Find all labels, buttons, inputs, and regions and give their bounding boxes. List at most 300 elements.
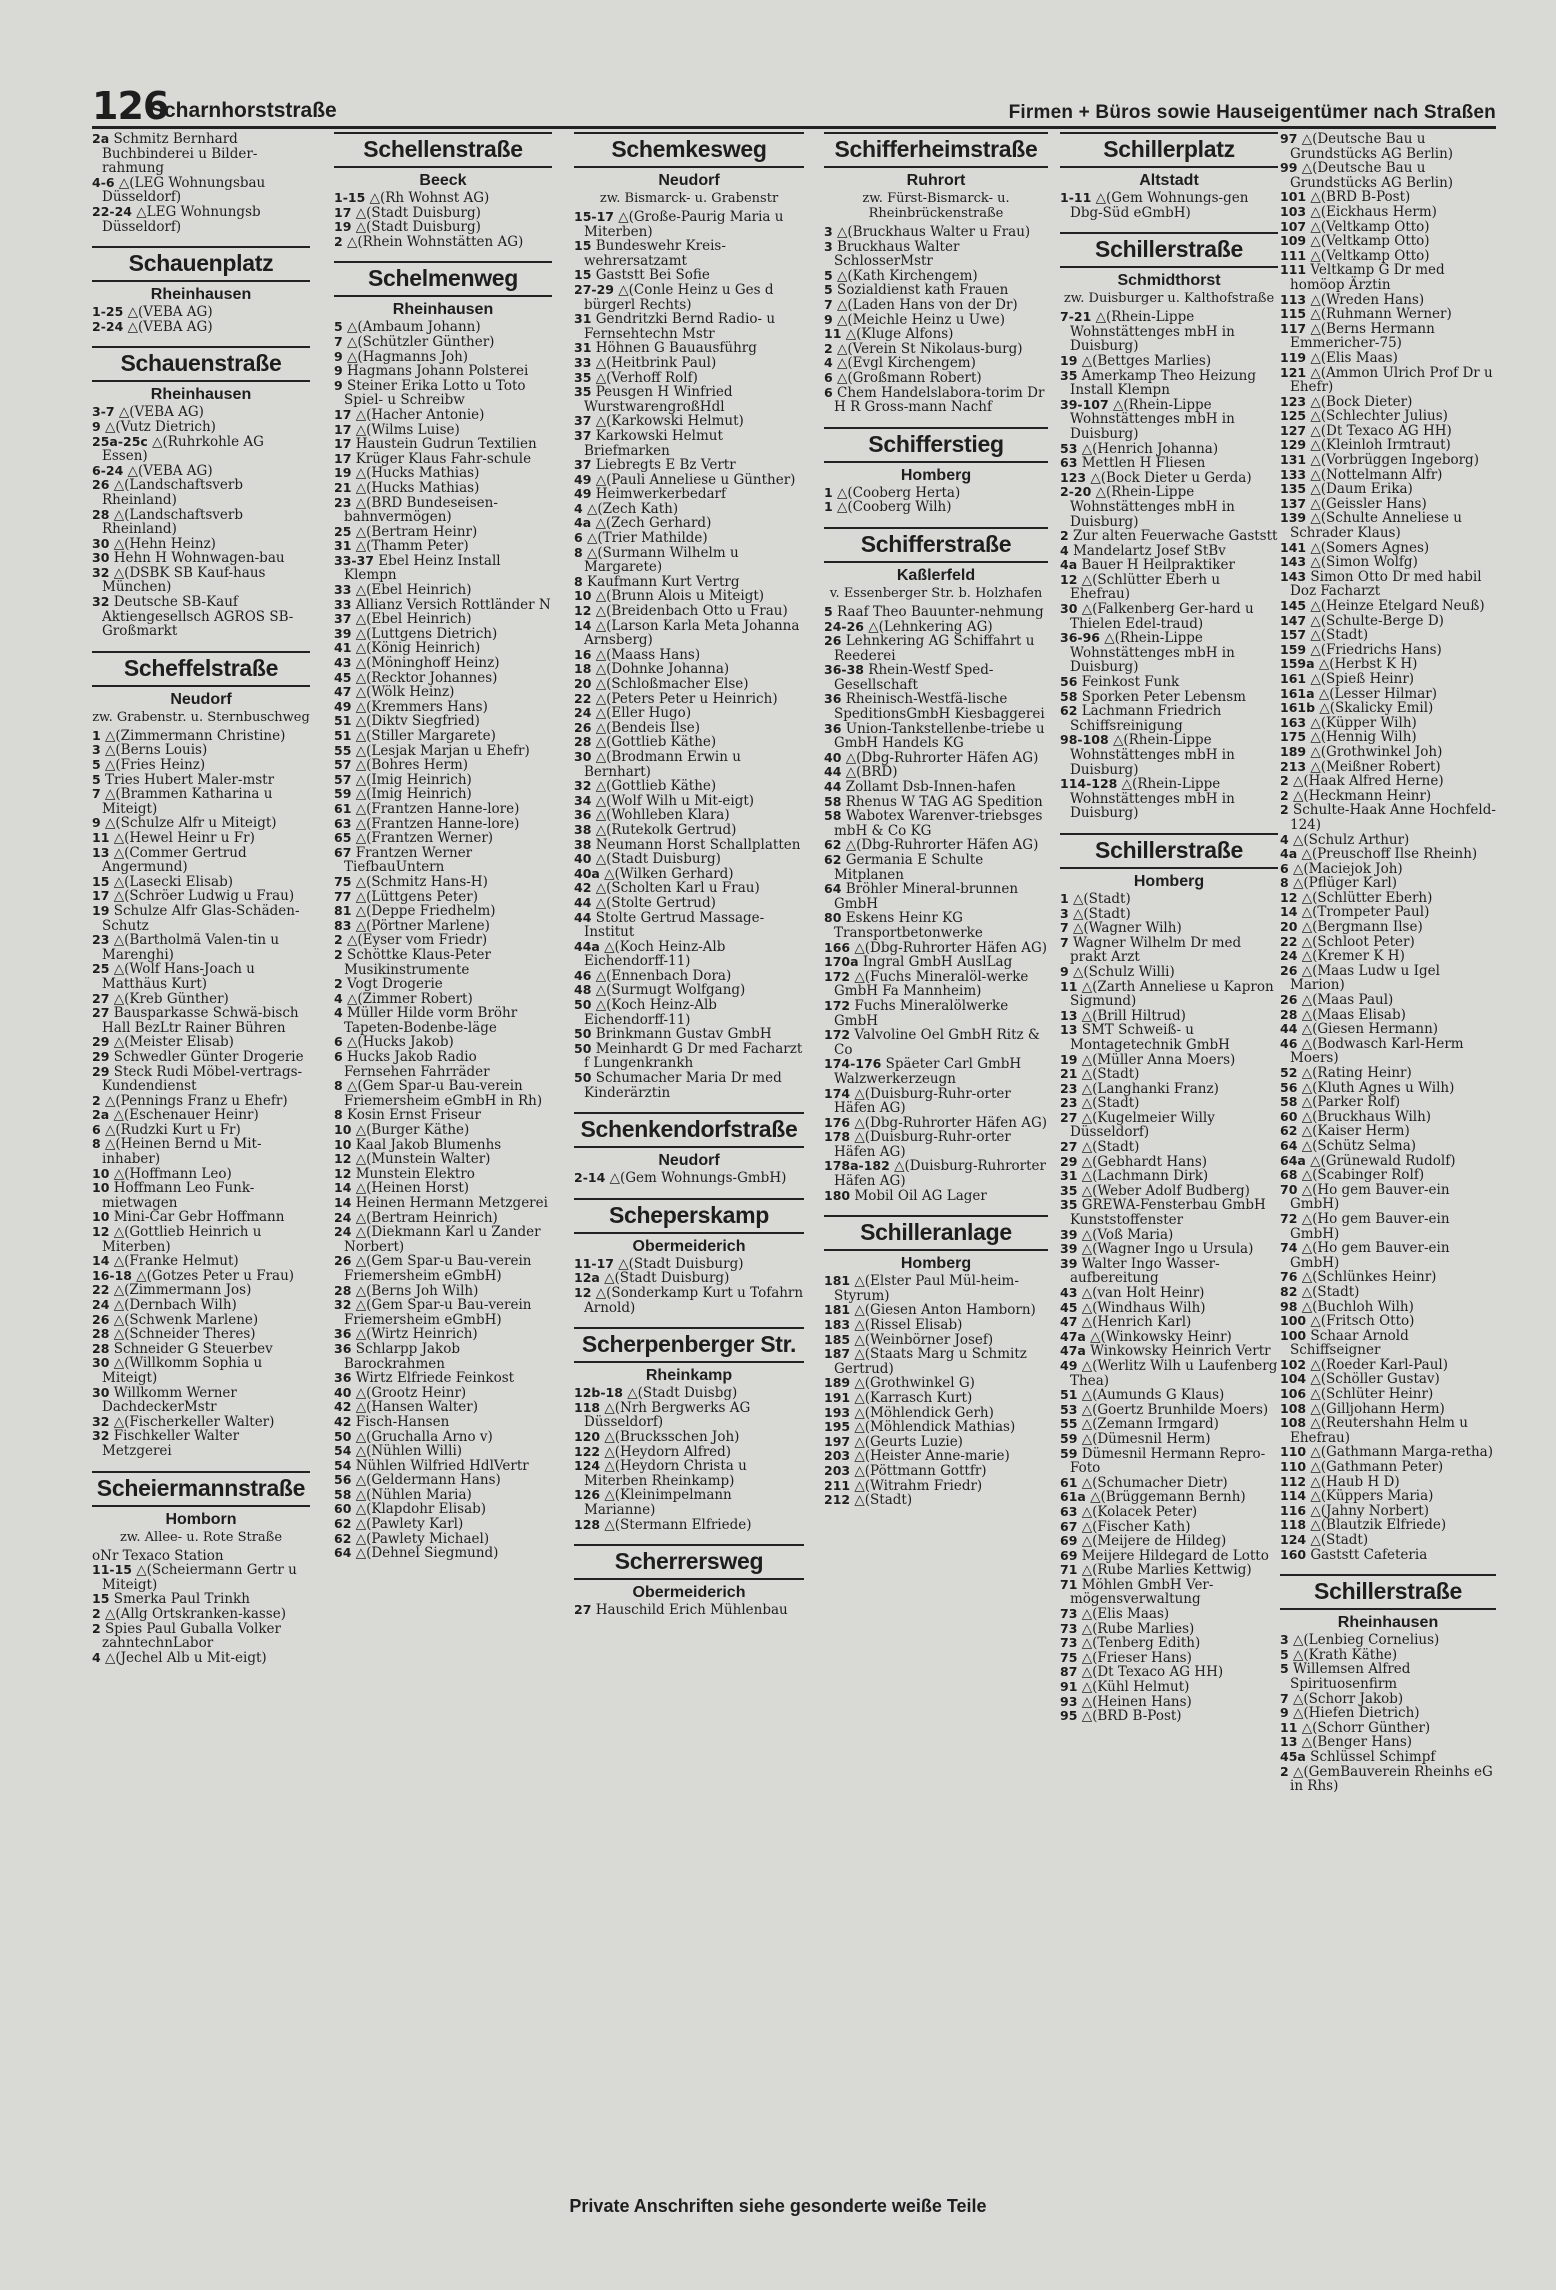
address-entry: [824, 1479, 1048, 1494]
address-entry: [1280, 730, 1496, 745]
street-heading: Scherrersweg: [574, 1544, 804, 1580]
occupant-text: △(LEG Wohnungsbau Düsseldorf): [102, 174, 266, 206]
house-number: 50: [574, 1026, 592, 1042]
address-entry: [1060, 1023, 1278, 1052]
occupant-text: △(Fuchs Mineralöl-werke GmbH Fa Mannheim): [834, 968, 1029, 1000]
house-number: 36: [334, 1340, 352, 1356]
occupant-text: Mobil Oil AG Lager: [854, 1187, 987, 1204]
house-number: 2: [824, 340, 833, 356]
running-street-name: Scharnhorststraße: [150, 99, 337, 122]
house-number: 31: [574, 340, 592, 356]
occupant-text: △(Ruhrkohle AG Essen): [102, 433, 264, 465]
address-entry: [824, 1347, 1048, 1376]
house-number: 24: [92, 1297, 110, 1312]
address-entry: [1280, 701, 1496, 716]
occupant-text: △(Tenberg Edith): [1081, 1635, 1201, 1652]
address-entry: [1280, 1358, 1496, 1373]
house-number: 51: [1060, 1387, 1078, 1403]
house-number: 44: [824, 779, 842, 795]
house-number: 15: [92, 1591, 110, 1607]
occupant-text: △(Falkenberg Ger-hard u Thielen Edel-traud): [1070, 601, 1254, 632]
occupant-text: Rheinisch-Westfä-lische SpeditionsGmbH Kiesbaggerei: [834, 691, 1045, 723]
occupant-text: △(Karrasch Kurt): [854, 1390, 973, 1406]
address-entry: [1280, 935, 1496, 950]
occupant-text: △(Frantzen Hanne-lore): [355, 800, 520, 817]
house-number: 29: [92, 1063, 110, 1079]
occupant-text: △(Deutsche Bau u Grundstücks AG Berlin): [1290, 132, 1454, 162]
house-number: 106: [1280, 1386, 1307, 1402]
address-entry: [574, 1518, 804, 1533]
address-entry: [334, 1386, 552, 1401]
house-number: 18: [574, 661, 592, 677]
address-entry: [574, 881, 804, 896]
house-number: 10: [92, 1209, 110, 1225]
occupant-text: △(Möninghoff Heinz): [355, 655, 500, 672]
occupant-text: △(Herbst K H): [1318, 656, 1418, 673]
occupant-text: △(Goertz Brunhilde Moers): [1081, 1401, 1269, 1418]
house-number: 67: [334, 844, 352, 860]
occupant-text: △(Koch Heinz-Alb Eichendorff-11): [584, 997, 717, 1028]
occupant-text: △(Lehnkering AG): [868, 618, 993, 635]
occupant-text: △(Verhoff Rolf): [595, 369, 698, 386]
occupant-text: Fisch-Hansen: [355, 1413, 450, 1430]
occupant-text: △(Kremmers Hans): [355, 698, 488, 715]
house-number: 50: [574, 1040, 592, 1056]
occupant-text: △(Windhaus Wilh): [1081, 1299, 1206, 1316]
street-range: zw. Duisburger u. Kalthofstraße: [1063, 291, 1275, 307]
house-number: 120: [574, 1428, 601, 1444]
house-number: 10: [574, 588, 592, 604]
address-entry: [92, 478, 310, 507]
address-entry: [334, 1079, 552, 1108]
occupant-text: △(Kugelmeier Willy Düsseldorf): [1070, 1109, 1215, 1141]
house-number: 73: [1060, 1635, 1078, 1651]
address-entry: [1280, 687, 1496, 702]
house-number: 28: [1280, 1006, 1298, 1022]
address-entry: [574, 983, 804, 998]
address-entry: [92, 889, 310, 904]
address-entry: [1280, 1648, 1496, 1663]
occupant-text: △(Duisburg-Ruhr-orter Häfen AG): [834, 1085, 1011, 1117]
house-number: 212: [824, 1492, 851, 1508]
address-entry: [334, 350, 552, 365]
occupant-text: △(Zimmermann Christine): [105, 727, 286, 744]
street-section: [824, 427, 1048, 515]
house-number: 27-29: [574, 281, 614, 297]
address-entry: [1280, 657, 1496, 672]
address-entry: [1060, 777, 1278, 821]
house-number: 10: [334, 1122, 352, 1138]
address-entry: [1280, 1735, 1496, 1750]
occupant-text: Peusgen H Winfried WurstwarengroßHdl: [584, 384, 733, 415]
house-number: 28: [574, 734, 592, 750]
occupant-text: △(Großmann Robert): [837, 369, 982, 386]
occupant-text: △(Bartholmä Valen-tin u Marenghi): [102, 932, 280, 963]
house-number: 77: [334, 888, 352, 904]
occupant-text: △(Fischer Kath): [1081, 1518, 1191, 1535]
occupant-text: △(Pflüger Karl): [1293, 875, 1397, 892]
address-entry: [574, 706, 804, 721]
address-entry: [1280, 1489, 1496, 1504]
occupant-text: △(Ebel Heinrich): [355, 582, 472, 599]
house-number: 3: [824, 224, 833, 239]
occupant-text: △(Küppers Maria): [1310, 1488, 1434, 1505]
house-number: 47a: [1060, 1328, 1086, 1344]
address-entry: [334, 1459, 552, 1474]
occupant-text: Zollamt Dsb-Innen-hafen: [845, 779, 1016, 796]
street-range: zw. Fürst-Bismarck- u. Rheinbrückenstraße: [862, 191, 1010, 221]
house-number: 22: [574, 690, 592, 706]
house-number: 44a: [574, 938, 600, 954]
address-entry: [1060, 1490, 1278, 1505]
address-entry: [574, 371, 804, 386]
occupant-text: △(Brammen Katharina u Miteigt): [102, 786, 273, 817]
address-entry: [1060, 907, 1278, 922]
house-number: 21: [334, 479, 352, 495]
house-number: 28: [92, 1326, 110, 1342]
house-number: 38: [574, 836, 592, 852]
occupant-text: △(Krath Käthe): [1293, 1646, 1398, 1663]
address-entry: [92, 420, 310, 435]
house-number: 4: [334, 990, 343, 1006]
house-number: 24: [334, 1209, 352, 1225]
house-number: 33-37: [334, 552, 374, 568]
street-section: [574, 1544, 804, 1618]
street-heading: Schillerstraße: [1060, 833, 1278, 869]
house-number: 93: [1060, 1693, 1078, 1709]
occupant-text: △(Hansen Walter): [355, 1399, 478, 1416]
house-number: 95: [1060, 1708, 1078, 1724]
house-number: 1: [824, 499, 833, 515]
house-number: 67: [1060, 1518, 1078, 1534]
address-entry: [1060, 442, 1278, 457]
address-entry: [824, 941, 1048, 956]
address-entry: [1060, 675, 1278, 690]
occupant-text: △(Commer Gertrud Angermund): [102, 844, 247, 876]
occupant-text: △(Gem Spar-u Bau-verein Friemersheim eGmbH in Rh): [344, 1078, 543, 1109]
address-entry: [1060, 1505, 1278, 1520]
house-number: 113: [1280, 291, 1307, 307]
occupant-text: △(Geissler Hans): [1310, 495, 1427, 512]
house-number: 8: [92, 1136, 101, 1152]
occupant-text: Höhnen G Bauausführg: [595, 340, 757, 357]
address-entry: [1280, 774, 1496, 789]
directory-columns: [92, 132, 1496, 2192]
house-number: 31: [334, 538, 352, 554]
occupant-text: △(Ho gem Bauver-ein GmbH): [1290, 1240, 1450, 1271]
house-number: 69: [1060, 1533, 1078, 1549]
occupant-text: △(Bertram Heinrich): [355, 1209, 498, 1226]
address-entry: [824, 751, 1048, 766]
address-entry: [824, 1391, 1048, 1406]
occupant-text: △(Veltkamp Otto): [1310, 218, 1430, 235]
house-number: 1: [1060, 890, 1069, 906]
house-number: 35: [1060, 1182, 1078, 1198]
occupant-text: △(Heister Anne-marie): [854, 1448, 1010, 1465]
address-entry: [824, 1303, 1048, 1318]
occupant-text: Vogt Drogerie: [347, 976, 443, 993]
street-range: v. Essenberger Str. b. Holzhafen: [829, 585, 1043, 601]
address-entry: [92, 816, 310, 831]
address-entry: [574, 969, 804, 984]
address-entry: [1280, 1533, 1496, 1548]
house-number: 50: [334, 1428, 352, 1444]
address-entry: [574, 1401, 804, 1430]
address-entry: [1280, 745, 1496, 760]
district-name: Kaßlerfeld: [896, 566, 976, 584]
occupant-text: △(Deppe Friedhelm): [355, 903, 496, 920]
occupant-text: △(Trompeter Paul): [1301, 904, 1430, 921]
house-number: 17: [334, 450, 352, 466]
address-entry: [1280, 760, 1496, 775]
occupant-text: △(Surmugt Wolfgang): [595, 982, 746, 999]
occupant-text: Bauer H Heilpraktiker: [1081, 557, 1235, 574]
address-entry: [824, 634, 1048, 663]
house-number: 43: [334, 655, 352, 671]
house-number: 157: [1280, 627, 1307, 643]
house-number: 49: [1060, 1357, 1078, 1373]
house-number: 2: [334, 932, 343, 948]
house-number: 166: [824, 939, 851, 955]
house-number: 29: [1060, 1153, 1078, 1169]
occupant-text: Schlüssel Schimpf: [1310, 1748, 1436, 1765]
house-number: 107: [1280, 218, 1307, 234]
street-heading: Scheiermannstraße: [92, 1471, 310, 1507]
occupant-text: △(Pauli Anneliese u Günther): [595, 471, 796, 488]
column-2: [334, 132, 552, 2192]
house-number: 7: [1280, 1690, 1289, 1706]
address-entry: [824, 356, 1048, 371]
occupant-text: Gaststt Cafeteria: [1310, 1546, 1428, 1563]
occupant-text: △(Heydorn Alfred): [604, 1443, 732, 1460]
address-entry: [824, 620, 1048, 635]
occupant-text: Willemsen Alfred Spirituosenfirm: [1290, 1661, 1411, 1692]
address-entry: [1280, 599, 1496, 614]
house-number: 6: [92, 1121, 101, 1137]
house-number: 6-24: [92, 462, 124, 478]
address-entry: [92, 464, 310, 479]
house-number: 102: [1280, 1356, 1307, 1372]
address-entry: [1280, 1241, 1496, 1270]
address-entry: [574, 896, 804, 911]
address-entry: [92, 176, 310, 205]
house-number: 14: [92, 1253, 110, 1269]
district-name: Neudorf: [170, 690, 232, 708]
occupant-text: △(Kaiser Herm): [1301, 1123, 1410, 1140]
district-name: Ruhrort: [906, 172, 966, 189]
house-number: 53: [1060, 1401, 1078, 1417]
address-entry: [1060, 1607, 1278, 1622]
occupant-text: △(Berns Louis): [105, 742, 208, 759]
occupant-text: Kaal Jakob Blumenhs: [355, 1136, 502, 1153]
occupant-text: △(Meißner Robert): [1310, 758, 1441, 775]
occupant-text: △(Voß Maria): [1081, 1226, 1174, 1243]
house-number: 16: [574, 646, 592, 662]
occupant-text: △(Staats Marg u Schmitz Gertrud): [834, 1346, 1027, 1377]
house-number: 76: [1280, 1269, 1298, 1285]
address-entry: [1280, 1300, 1496, 1315]
occupant-text: △(Veltkamp Otto): [1310, 247, 1430, 264]
address-entry: [1280, 307, 1496, 322]
house-number: 30: [574, 748, 592, 764]
house-number: 2a: [92, 1107, 110, 1123]
occupant-text: △(Meijere de Hildeg): [1081, 1533, 1227, 1550]
house-number: 56: [334, 1472, 352, 1488]
street-section: [1060, 833, 1278, 1724]
occupant-text: Schneider G Steuerbev: [113, 1340, 273, 1357]
occupant-text: Schwedler Günter Drogerie: [113, 1048, 304, 1065]
address-entry: [334, 992, 552, 1007]
occupant-text: △(Wreden Hans): [1310, 291, 1425, 308]
address-entry: [1280, 876, 1496, 891]
occupant-text: △(Veltkamp Otto): [1310, 233, 1430, 250]
house-number: 114-128: [1060, 776, 1118, 792]
house-number: 91: [1060, 1679, 1078, 1695]
address-entry: [1280, 409, 1496, 424]
address-entry: [1280, 803, 1496, 832]
house-number: 174-176: [824, 1056, 882, 1072]
house-number: 1: [824, 484, 833, 500]
house-number: 12: [1060, 571, 1078, 587]
house-number: 61: [334, 800, 352, 816]
address-entry: [574, 473, 804, 488]
house-number: 64a: [1280, 1152, 1306, 1168]
address-entry: [824, 1493, 1048, 1508]
house-number: 2a: [92, 132, 110, 146]
house-number: 24: [574, 705, 592, 721]
address-entry: [1060, 1636, 1278, 1651]
address-entry: [334, 1371, 552, 1386]
address-entry: [1060, 471, 1278, 486]
occupant-text: Kaufmann Kurt Vertrg: [587, 573, 740, 590]
occupant-text: △(GemBauverein Rheinhs eG in Rhs): [1290, 1763, 1493, 1795]
occupant-text: △(BRD): [845, 764, 898, 781]
address-entry: [824, 342, 1048, 357]
house-number: 69: [1060, 1547, 1078, 1563]
house-number: 73: [1060, 1620, 1078, 1636]
house-number: 44: [574, 909, 592, 925]
house-number: 61: [1060, 1474, 1078, 1490]
street-heading: Schifferstieg: [824, 427, 1048, 463]
house-number: 32: [92, 594, 110, 610]
occupant-text: △(Schneider Theres): [113, 1326, 256, 1343]
house-number: 56: [1280, 1079, 1298, 1095]
house-number: 60: [1280, 1108, 1298, 1124]
house-number: 19: [334, 465, 352, 481]
occupant-text: GREWA-Fensterbau GmbH Kunststoffenster: [1070, 1197, 1266, 1229]
address-entry: [1060, 1155, 1278, 1170]
occupant-text: △(BRD B-Post): [1081, 1708, 1182, 1725]
address-entry: [1280, 1721, 1496, 1736]
occupant-text: △(Dernbach Wilh): [113, 1297, 237, 1313]
occupant-text: △(Geldermann Hans): [355, 1472, 501, 1489]
house-number: 9: [334, 348, 343, 364]
occupant-text: Schmitz Bernhard Buchbinderei u Bilder-rahmung: [102, 132, 258, 177]
address-entry: [1060, 354, 1278, 369]
occupant-text: △(Lesser Hilmar): [1318, 685, 1437, 702]
occupant-text: △(Thamm Peter): [355, 538, 469, 555]
occupant-text: Winkowsky Heinrich Vertr: [1090, 1343, 1271, 1360]
address-entry: [92, 1386, 310, 1415]
house-number: 103: [1280, 203, 1307, 219]
house-number: 46: [574, 967, 592, 983]
address-entry: [1280, 1633, 1496, 1648]
house-number: 36-96: [1060, 630, 1100, 646]
house-number: 2: [1280, 1763, 1289, 1779]
house-number: 36: [574, 807, 592, 823]
house-number: 10: [92, 1165, 110, 1181]
house-number: 121: [1280, 364, 1307, 380]
address-entry: [334, 919, 552, 934]
address-entry: [92, 1094, 310, 1109]
occupant-text: △(Deutsche Bau u Grundstücks AG Berlin): [1290, 160, 1454, 191]
house-number: 126: [574, 1487, 601, 1503]
occupant-text: △(van Holt Heinr): [1081, 1285, 1205, 1301]
occupant-text: △(Blautzik Elfriede): [1310, 1517, 1447, 1534]
occupant-text: △(Buchloh Wilh): [1301, 1298, 1414, 1315]
occupant-text: Kosin Ernst Friseur: [347, 1107, 481, 1124]
house-number: 5: [824, 267, 833, 283]
house-number: 193: [824, 1404, 851, 1420]
address-entry: [574, 385, 804, 414]
address-entry: [1060, 529, 1278, 544]
occupant-text: △(Zech Kath): [587, 500, 679, 517]
address-entry: [1280, 1460, 1496, 1475]
address-entry: [334, 191, 552, 206]
house-number: 48: [574, 982, 592, 998]
address-entry: [334, 1400, 552, 1415]
occupant-text: △(Schwenk Marlene): [113, 1311, 259, 1328]
occupant-text: Steck Rudi Möbel-vertrags-Kundendienst: [102, 1063, 303, 1095]
address-entry: [92, 933, 310, 962]
address-entry: [1060, 1286, 1278, 1301]
address-entry: [334, 1254, 552, 1283]
address-entry: [1280, 1168, 1496, 1183]
address-entry: [1280, 1402, 1496, 1417]
house-number: 21: [1060, 1066, 1078, 1082]
address-entry: [334, 466, 552, 481]
address-entry: [1280, 1066, 1496, 1081]
street-section: [92, 346, 310, 639]
occupant-text: △(Kath Kirchengem): [837, 267, 978, 284]
house-number: 7: [92, 786, 101, 802]
house-number: 181: [824, 1273, 851, 1289]
house-number: 49: [334, 698, 352, 714]
address-entry: [92, 205, 310, 234]
house-number: 25: [92, 961, 110, 977]
address-entry: [1060, 1096, 1278, 1111]
street-section: [574, 1198, 804, 1315]
occupant-text: △(Winkowsky Heinr): [1090, 1328, 1232, 1345]
house-number: 23: [1060, 1095, 1078, 1111]
occupant-text: Chem Handelslabora-torim Dr H R Gross-mann Nachf: [834, 384, 1045, 416]
house-number: 32: [574, 778, 592, 794]
address-entry: [92, 743, 310, 758]
house-number: 26: [1280, 992, 1298, 1008]
occupant-text: △(Nühlen Maria): [355, 1486, 472, 1503]
address-entry: [1280, 862, 1496, 877]
occupant-text: △(Bohres Herm): [355, 757, 469, 774]
occupant-text: Sozialdienst kath Frauen: [837, 282, 1009, 299]
occupant-text: Krüger Klaus Fahr-schule: [355, 450, 532, 467]
address-entry: [1280, 132, 1496, 161]
occupant-text: △(Duisburg-Ruhr-orter Häfen AG): [834, 1129, 1011, 1160]
occupant-text: △(Rube Marlies): [1081, 1620, 1195, 1637]
occupant-text: Dümesnil Hermann Repro-Foto: [1070, 1445, 1266, 1477]
address-entry: [574, 546, 804, 575]
occupant-text: △(Rhein-Lippe Wohnstättenges mbH in Duisburg): [1070, 396, 1235, 442]
occupant-text: △(Allg Ortskranken-kasse): [105, 1605, 286, 1622]
